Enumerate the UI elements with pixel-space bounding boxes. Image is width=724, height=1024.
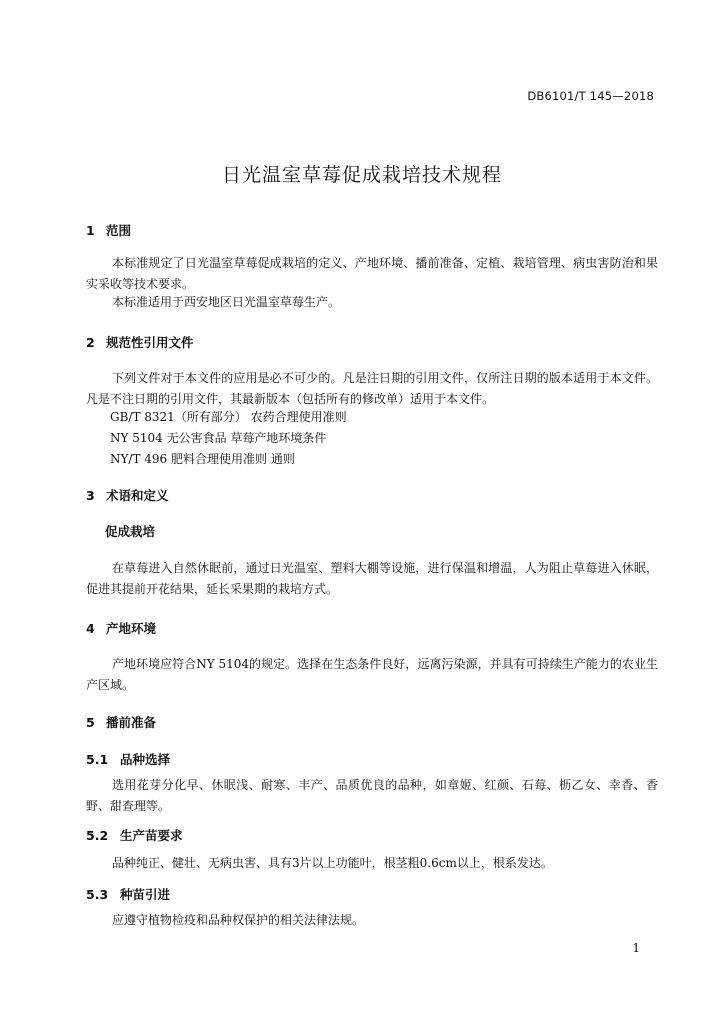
- section-title: 播前准备: [106, 715, 157, 730]
- section-1-paragraph-1: 本标准规定了日光温室草莓促成栽培的定义、产地环境、播前准备、定植、栽培管理、病虫害防治和果实采收等技术要求。: [86, 256, 658, 291]
- section-4-heading: [86, 619, 156, 637]
- reference-item: NY/T 496 肥料合理使用准则 通则: [110, 452, 295, 466]
- subsection-5-1-paragraph: 选用花芽分化早、休眠浅、耐寒、丰产、品质优良的品种，如章姬、红颜、石莓、枥乙女、幸香、香野、甜查理等。: [86, 778, 658, 813]
- section-5-heading: [86, 713, 156, 731]
- section-number: 2: [86, 335, 95, 350]
- section-number: 1: [86, 223, 95, 238]
- section-title: 范围: [106, 223, 132, 238]
- subsection-title: 种苗引进: [120, 887, 171, 902]
- subsection-5-1-heading: [86, 750, 170, 768]
- subsection-5-2-paragraph: 品种纯正、健壮、无病虫害、具有3片以上功能叶，根茎粗0.6cm以上，根系发达。: [112, 856, 553, 870]
- standard-code: DB6101/T 145—2018: [527, 89, 654, 103]
- reference-item: GB/T 8321（所有部分） 农药合理使用准则: [110, 410, 347, 424]
- subsection-5-3-paragraph: 应遵守植物检疫和品种权保护的相关法律法规。: [112, 913, 365, 927]
- section-2-paragraph-1: 下列文件对于本文件的应用是必不可少的。凡是注日期的引用文件，仅所注日期的版本适用于本文件。凡是不注日期的引用文件，其最新版本（包括所有的修改单）适用于本文件。: [86, 371, 658, 406]
- section-number: 4: [86, 621, 95, 636]
- page-number: 1: [632, 941, 640, 955]
- subsection-number: 5.2: [86, 828, 109, 843]
- section-title: 产地环境: [106, 621, 157, 636]
- section-title: 术语和定义: [106, 488, 169, 503]
- section-3-paragraph-1: 在草莓进入自然休眠前，通过日光温室、塑料大棚等设施，进行保温和增温，人为阻止草莓进入休眠，促进其提前开花结果，延长采果期的栽培方式。: [86, 561, 658, 596]
- subsection-number: 5.3: [86, 887, 109, 902]
- section-title: 规范性引用文件: [106, 335, 194, 350]
- section-1-heading: [86, 221, 131, 239]
- section-2-heading: [86, 333, 194, 351]
- section-4-paragraph-1: 产地环境应符合NY 5104的规定。选择在生态条件良好，远离污染源，并具有可持续生产能力的农业生产区域。: [86, 657, 658, 692]
- subsection-5-2-heading: [86, 826, 183, 844]
- term-heading: 促成栽培: [105, 524, 156, 539]
- subsection-title: 生产苗要求: [120, 828, 183, 843]
- subsection-number: 5.1: [86, 752, 109, 767]
- section-3-heading: [86, 486, 169, 504]
- reference-item: NY 5104 无公害食品 草莓产地环境条件: [110, 431, 327, 445]
- document-title: 日光温室草莓促成栽培技术规程: [221, 164, 502, 186]
- section-1-paragraph-2: 本标准适用于西安地区日光温室草莓生产。: [112, 295, 341, 309]
- subsection-title: 品种选择: [120, 752, 171, 767]
- section-number: 5: [86, 715, 95, 730]
- section-number: 3: [86, 488, 95, 503]
- subsection-5-3-heading: [86, 885, 170, 903]
